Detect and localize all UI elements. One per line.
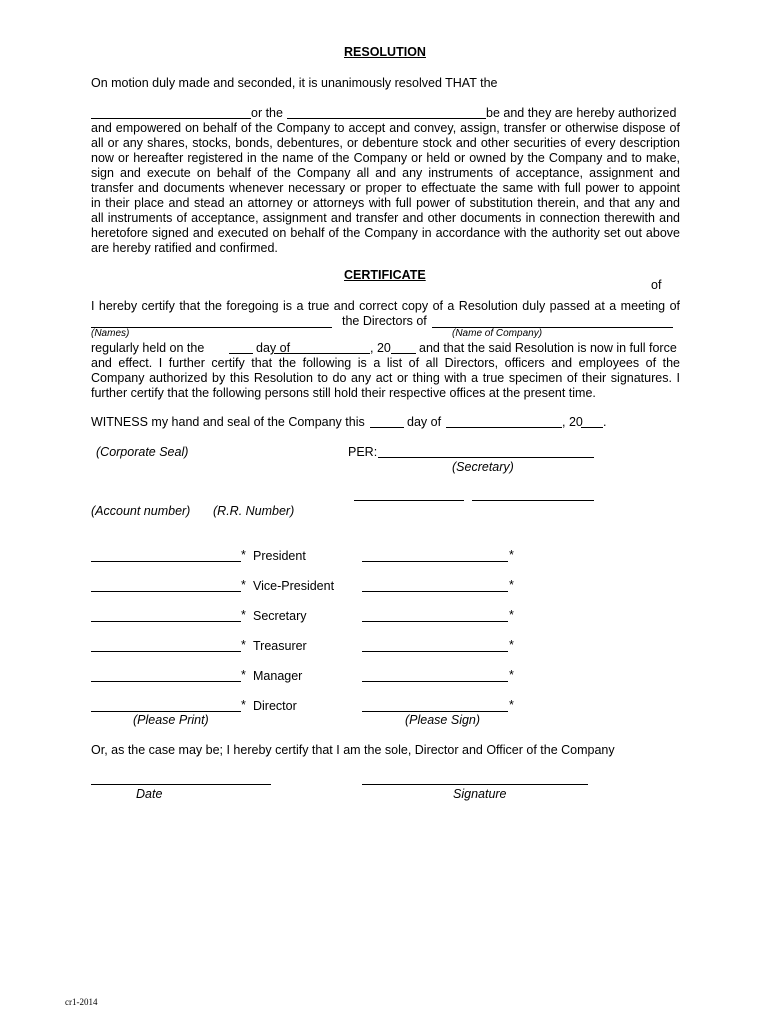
officer-star: * [241,698,246,712]
officer-sign-star: * [509,698,514,712]
witness-month-blank[interactable] [446,427,562,428]
held-on-text: regularly held on the [91,341,205,355]
resolution-line: now or hereafter registered in the name of the Company or held or owned by the Company and to make, [91,151,680,165]
officer-star: * [241,608,246,622]
please-print-caption: (Please Print) [133,713,209,727]
resolution-line: all or any shares, stocks, bonds, debentures, or debenture stock and other securities of every description [91,136,680,150]
witness-year-blank[interactable] [581,427,603,428]
resolution-line: and empowered on behalf of the Company to accept and convey, assign, transfer or otherwise dispose of [91,121,680,135]
officer-title: Treasurer [253,639,307,653]
document-title: RESOLUTION [344,45,426,59]
certificate-line: Company authorized by this Resolution to do any act or thing with a true specimen of their signatures. I [91,371,680,385]
resolution-authorized: be and they are hereby authorized [486,106,677,120]
certificate-line: further certify that the following persons still hold their respective offices at the present time. [91,386,596,400]
names-blank-2[interactable] [287,118,486,119]
witness-year-prefix: , 20 [562,415,583,429]
officer-signature-line[interactable] [362,591,508,592]
names-caption: (Names) [91,328,130,339]
account-number-label: (Account number) [91,504,191,518]
resolution-line: in their place and stead an attorney or attorneys with full power of substitution therein, and that any and [91,196,680,210]
directors-of-text: the Directors of [342,314,427,328]
signature-caption: Signature [453,787,507,801]
certificate-of: of [651,278,662,292]
held-day-of: day of [256,341,291,355]
intro-text: On motion duly made and seconded, it is unanimously resolved THAT the [91,76,498,90]
officer-signature-line[interactable] [362,711,508,712]
officer-star: * [241,548,246,562]
held-year-prefix: , 20 [370,341,391,355]
certificate-line: and effect. I further certify that the following is a list of all Directors, officers and employees of the [91,356,680,370]
certificate-body [91,356,680,401]
witness-day-of: day of [407,415,442,429]
resolution-line: sign and execute on behalf of the Company all and any instruments of acceptance, assignment and [91,166,680,180]
rr-number-label: (R.R. Number) [213,504,295,518]
officer-star: * [241,578,246,592]
officer-signature-line[interactable] [362,621,508,622]
certificate-heading: CERTIFICATE [344,268,426,282]
witness-text: WITNESS my hand and seal of the Company this [91,415,365,429]
secretary-caption: (Secretary) [452,460,514,474]
officer-signature-line[interactable] [362,681,508,682]
officer-name-line[interactable] [91,651,241,652]
rr-number-line[interactable] [472,500,594,501]
date-line[interactable] [91,784,271,785]
corporate-seal-label: (Corporate Seal) [96,445,189,459]
please-sign-caption: (Please Sign) [405,713,481,727]
officer-sign-star: * [509,608,514,622]
company-caption: (Name of Company) [452,328,543,339]
account-number-line[interactable] [354,500,464,501]
resolution-body [91,121,680,256]
officer-name-line[interactable] [91,711,241,712]
certificate-line1: I hereby certify that the foregoing is a true and correct copy of a Resolution duly passed at a meeting of [91,299,680,313]
officer-title: Director [253,699,297,713]
officer-name-line[interactable] [91,621,241,622]
names-blank-1[interactable] [91,118,251,119]
resolution-line: transfer and documents whenever necessary or proper to effectuate the same with full power to appoint [91,181,680,195]
held-full-force: and that the said Resolution is now in full force [419,341,677,355]
officer-name-line[interactable] [91,681,241,682]
held-month-blank[interactable] [274,353,370,354]
held-day-blank[interactable] [229,353,253,354]
officer-sign-star: * [509,548,514,562]
witness-day-blank[interactable] [370,427,404,428]
signature-line[interactable] [362,784,588,785]
officer-title: Vice-President [253,579,335,593]
per-label: PER: [348,445,378,459]
officer-signature-line[interactable] [362,561,508,562]
officer-star: * [241,638,246,652]
officer-name-line[interactable] [91,561,241,562]
officer-sign-star: * [509,668,514,682]
resolution-line: are hereby ratified and confirmed. [91,241,278,255]
officer-sign-star: * [509,578,514,592]
officer-name-line[interactable] [91,591,241,592]
officer-title: President [253,549,306,563]
witness-period: . [603,415,607,429]
sole-director-text: Or, as the case may be; I hereby certify that I am the sole, Director and Officer of the Company [91,743,615,757]
resolution-line: heretofore signed and executed on behalf of the Company in accordance with the authority set out above [91,226,680,240]
officer-star: * [241,668,246,682]
officer-sign-star: * [509,638,514,652]
resolution-or-the: or the [251,106,283,120]
date-caption: Date [136,787,163,801]
footer-form-code: cr1-2014 [65,997,98,1007]
resolution-line: all instruments of acceptance, assignment and transfer and other documents in connection therewith and [91,211,680,225]
officer-title: Manager [253,669,303,683]
officer-title: Secretary [253,609,307,623]
secretary-signature-line[interactable] [378,457,594,458]
held-year-blank[interactable] [391,353,416,354]
officer-signature-line[interactable] [362,651,508,652]
